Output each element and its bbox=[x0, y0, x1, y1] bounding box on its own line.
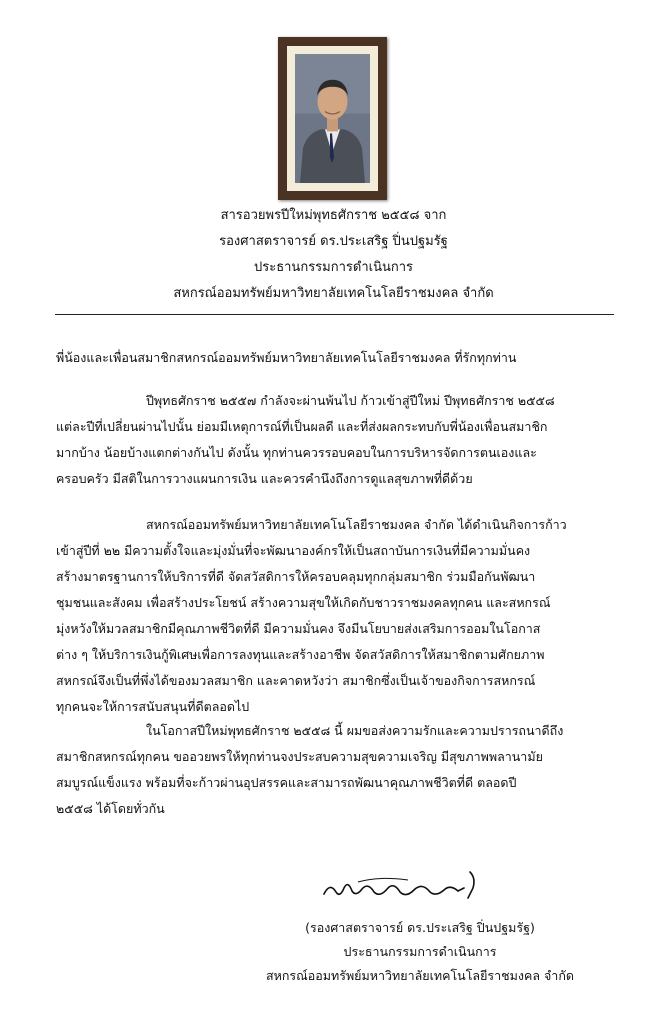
paragraph-line: สหกรณ์จึงเป็นที่พึ่งได้ของมวลสมาชิก และคาดหวังว่า สมาชิกซึ่งเป็นเจ้าของกิจการสหกรณ์ bbox=[56, 673, 536, 688]
paragraph-line: ชุมชนและสังคม เพื่อสร้างประโยชน์ สร้างความสุขให้เกิดกับชาวราชมงคลทุกคน และสหกรณ์ bbox=[56, 595, 551, 610]
paragraph-line: ต่าง ๆ ให้บริการเงินกู้พิเศษเพื่อการลงทุนและสร้างอาชีพ จัดสวัสดิการให้สมาชิกตามศักยภาพ bbox=[56, 647, 545, 662]
closing-name: (รองศาสตราจารย์ ดร.ประเสริฐ ปิ่นปฐมรัฐ) bbox=[305, 920, 535, 935]
header-position: ประธานกรรมการดำเนินการ bbox=[253, 260, 413, 275]
paragraph-line: เข้าสู่ปีที่ ๒๒ มีความตั้งใจและมุ่งมั่นที่จะพัฒนาองค์กรให้เป็นสถาบันการเงินที่มีความมั่นคง bbox=[56, 543, 531, 558]
paragraph-line: มากบ้าง น้อยบ้างแตกต่างกันไป ดังนั้น ทุกท่านควรรอบคอบในการบริหารจัดการตนเองและ bbox=[56, 445, 537, 460]
paragraph-line: มุ่งหวังให้มวลสมาชิกมีคุณภาพชีวิตที่ดี มีความมั่นคง จึงมีนโยบายส่งเสริมการออมในโอกาส bbox=[56, 621, 541, 636]
closing-position: ประธานกรรมการดำเนินการ bbox=[343, 944, 497, 959]
portrait-photo bbox=[295, 54, 370, 183]
paragraph-line: สมาชิกสหกรณ์ทุกคน ขออวยพรให้ทุกท่านจงประสบความสุขความเจริญ มีสุขภาพพลานามัย bbox=[56, 749, 543, 764]
header-author: รองศาสตราจารย์ ดร.ประเสริฐ ปิ่นปฐมรัฐ bbox=[219, 234, 448, 249]
paragraph-line: ๒๕๕๘ ได้โดยทั่วกัน bbox=[56, 801, 165, 816]
paragraph-line: แต่ละปีที่เปลี่ยนผ่านไปนั้น ย่อมมีเหตุการณ์ที่เป็นผลดี และที่ส่งผลกระทบกับพี่น้องเพื่อนสมาชิก bbox=[56, 419, 548, 434]
portrait-frame bbox=[278, 37, 387, 200]
paragraph-line: ครอบครัว มีสติในการวางแผนการเงิน และควรคำนึงถึงการดูแลสุขภาพที่ดีด้วย bbox=[56, 471, 473, 486]
paragraph-line: ปีพุทธศักราช ๒๕๕๗ กำลังจะผ่านพ้นไป ก้าวเข้าสู่ปีใหม่ ปีพุทธศักราช ๒๕๕๘ bbox=[146, 393, 555, 408]
paragraph-line: ทุกคนจะให้การสนับสนุนที่ดีตลอดไป bbox=[56, 699, 250, 714]
closing-organization: สหกรณ์ออมทรัพย์มหาวิทยาลัยเทคโนโลยีราชมงคล จำกัด bbox=[265, 968, 575, 983]
header-organization: สหกรณ์ออมทรัพย์มหาวิทยาลัยเทคโนโลยีราชมงคล จำกัด bbox=[173, 286, 494, 301]
closing-block bbox=[250, 916, 590, 988]
header-title: สารอวยพรปีใหม่พุทธศักราช ๒๕๕๘ จาก bbox=[220, 208, 447, 223]
greeting-header bbox=[0, 203, 667, 307]
paragraph-line: สหกรณ์ออมทรัพย์มหาวิทยาลัยเทคโนโลยีราชมงคล จำกัด ได้ดำเนินกิจการก้าว bbox=[146, 517, 567, 532]
salutation: พี่น้องและเพื่อนสมาชิกสหกรณ์ออมทรัพย์มหาวิทยาลัยเทคโนโลยีราชมงคล ที่รักทุกท่าน bbox=[56, 350, 517, 365]
paragraph-line: ในโอกาสปีใหม่พุทธศักราช ๒๕๕๘ นี้ ผมขอส่งความรักและความปรารถนาดีถึง bbox=[146, 723, 564, 738]
paragraph-new-year bbox=[56, 388, 616, 492]
paragraph-blessing bbox=[56, 718, 616, 822]
portrait-mat bbox=[287, 46, 378, 191]
header-divider bbox=[55, 314, 614, 315]
paragraph-line: สมบูรณ์แข็งแรง พร้อมที่จะก้าวผ่านอุปสรรคและสามารถพัฒนาคุณภาพชีวิตที่ดี ตลอดปี bbox=[56, 775, 517, 790]
paragraph-cooperative bbox=[56, 512, 616, 720]
paragraph-line: สร้างมาตรฐานการให้บริการที่ดี จัดสวัสดิการให้ครอบคลุมทุกกลุ่มสมาชิก ร่วมมือกันพัฒนา bbox=[56, 569, 536, 584]
handwritten-signature bbox=[318, 864, 488, 906]
